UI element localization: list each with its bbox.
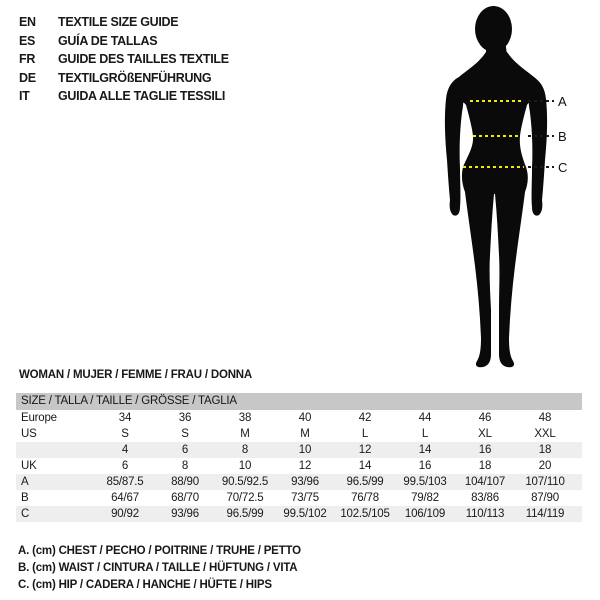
section-title-woman: WOMAN / MUJER / FEMME / FRAU / DONNA — [19, 369, 253, 381]
table-cell: 36 — [178, 412, 192, 424]
table-cell: M — [240, 428, 250, 440]
table-cell: 18 — [478, 460, 492, 472]
table-cell: 87/90 — [531, 492, 559, 504]
language-title: TEXTILGRÖßENFÜHRUNG — [58, 70, 212, 85]
table-cell: 96.5/99 — [226, 508, 264, 520]
table-cell: M — [300, 428, 310, 440]
table-cell: 90.5/92.5 — [221, 476, 269, 488]
language-row-en — [19, 13, 229, 32]
table-row — [16, 506, 582, 522]
table-cell: 6 — [121, 460, 129, 472]
table-cell: 99.5/103 — [403, 476, 447, 488]
language-row-fr — [19, 50, 229, 69]
table-cell: 93/96 — [171, 508, 199, 520]
table-cell: 16 — [418, 460, 432, 472]
row-label: UK — [21, 460, 37, 472]
table-row — [16, 442, 582, 458]
hip-measure-line — [463, 166, 524, 168]
table-cell: 4 — [121, 444, 129, 456]
table-cell: 42 — [358, 412, 372, 424]
language-list — [19, 13, 229, 106]
table-cell: L — [361, 428, 369, 440]
table-cell: 93/96 — [291, 476, 319, 488]
legend-line-b: B. (cm) WAIST / CINTURA / TAILLE / HÜFTUNG / VITA — [18, 562, 298, 574]
language-title: TEXTILE SIZE GUIDE — [58, 15, 179, 29]
table-cell: 96.5/99 — [346, 476, 384, 488]
table-cell: 64/67 — [111, 492, 139, 504]
table-cell: L — [421, 428, 429, 440]
marker-label-b: B — [558, 129, 567, 144]
language-code: DE — [19, 70, 36, 85]
table-row — [16, 474, 582, 490]
table-cell: 99.5/102 — [283, 508, 327, 520]
language-code: EN — [19, 15, 36, 29]
table-row — [16, 410, 582, 426]
language-title: GUÍA DE TALLAS — [58, 33, 158, 48]
table-row — [16, 426, 582, 442]
row-label: B — [21, 492, 29, 504]
language-row-it — [19, 87, 229, 106]
table-cell: 85/87.5 — [106, 476, 144, 488]
table-cell: 34 — [118, 412, 132, 424]
row-label: A — [21, 476, 29, 488]
table-cell: 20 — [538, 460, 552, 472]
waist-measure-line — [473, 135, 518, 137]
size-guide-figure — [420, 0, 600, 380]
table-cell: 73/75 — [291, 492, 319, 504]
table-cell: 8 — [181, 460, 189, 472]
table-row — [16, 490, 582, 506]
table-cell: 16 — [478, 444, 492, 456]
row-label: Europe — [21, 412, 57, 424]
table-cell: 114/119 — [525, 508, 565, 520]
table-cell: 8 — [241, 444, 249, 456]
table-cell: 44 — [418, 412, 432, 424]
table-cell: 10 — [298, 444, 312, 456]
chest-pointer-line — [528, 100, 554, 102]
language-row-de — [19, 69, 229, 88]
language-code: ES — [19, 33, 36, 48]
size-table-header: SIZE / TALLA / TAILLE / GRÖSSE / TAGLIA — [16, 393, 582, 410]
table-cell: 40 — [298, 412, 312, 424]
table-cell: 106/109 — [404, 508, 446, 520]
table-cell: 110/113 — [465, 508, 505, 520]
marker-label-a: A — [558, 94, 567, 109]
waist-pointer-line — [528, 135, 554, 137]
hip-pointer-line — [528, 166, 554, 168]
row-label: C — [21, 508, 30, 520]
size-table-body — [16, 410, 582, 522]
table-cell: 48 — [538, 412, 552, 424]
language-title: GUIDA ALLE TAGLIE TESSILI — [58, 89, 226, 103]
table-cell: 6 — [181, 444, 189, 456]
legend-line-a: A. (cm) CHEST / PECHO / POITRINE / TRUHE / PETTO — [18, 545, 301, 557]
table-cell: 18 — [538, 444, 552, 456]
table-cell: XXL — [534, 428, 556, 440]
table-cell: 14 — [418, 444, 432, 456]
table-cell: 10 — [238, 460, 252, 472]
table-cell: S — [181, 428, 189, 440]
table-cell: 68/70 — [171, 492, 199, 504]
table-cell: 70/72.5 — [226, 492, 264, 504]
size-table — [16, 393, 582, 522]
table-cell: 107/110 — [525, 476, 565, 488]
language-code: FR — [19, 52, 36, 66]
table-cell: 102.5/105 — [340, 508, 390, 520]
table-cell: S — [121, 428, 129, 440]
table-cell: 83/86 — [471, 492, 499, 504]
table-cell: 46 — [478, 412, 492, 424]
table-cell: 12 — [358, 444, 372, 456]
chest-measure-line — [470, 100, 524, 102]
legend-line-c: C. (cm) HIP / CADERA / HANCHE / HÜFTE / HIPS — [18, 579, 272, 591]
table-cell: 14 — [358, 460, 372, 472]
table-cell: 76/78 — [351, 492, 379, 504]
marker-label-c: C — [558, 160, 568, 175]
table-cell: 38 — [238, 412, 252, 424]
language-code: IT — [19, 89, 30, 103]
language-title: GUIDE DES TAILLES TEXTILE — [58, 52, 229, 66]
table-cell: 12 — [298, 460, 312, 472]
table-cell: 88/90 — [171, 476, 199, 488]
woman-silhouette-icon — [420, 0, 600, 380]
row-label: US — [21, 428, 37, 440]
table-cell: 90/92 — [111, 508, 139, 520]
table-cell: XL — [478, 428, 492, 440]
table-row — [16, 458, 582, 474]
language-row-es — [19, 32, 229, 51]
measurement-legend — [18, 543, 301, 594]
table-cell: 104/107 — [464, 476, 506, 488]
table-cell: 79/82 — [411, 492, 439, 504]
